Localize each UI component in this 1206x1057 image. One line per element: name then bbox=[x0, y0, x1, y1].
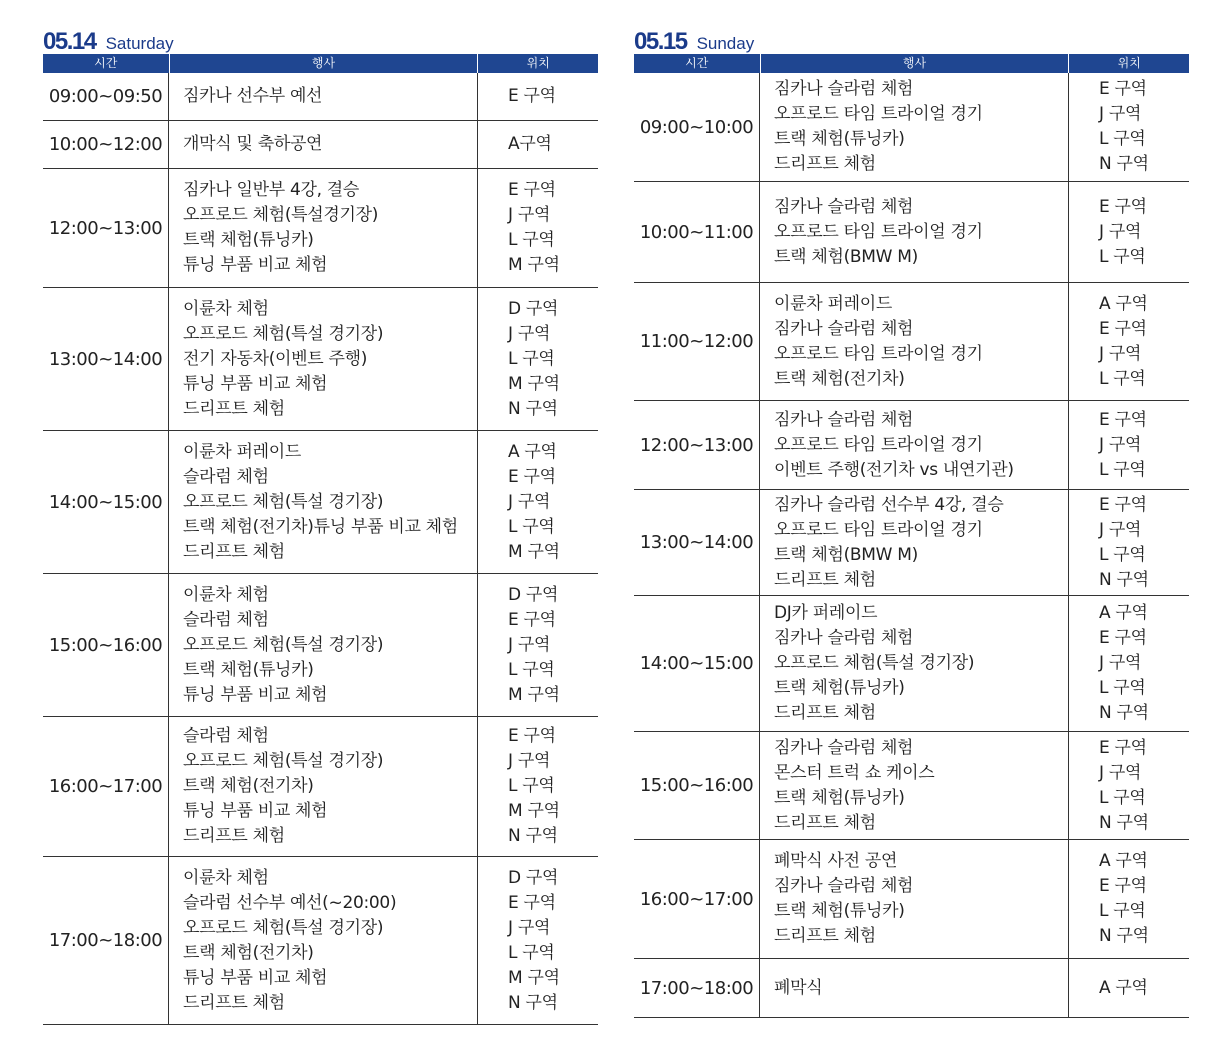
table-row bbox=[634, 840, 1189, 959]
location-item: E 구역 bbox=[508, 86, 556, 106]
event-cell bbox=[760, 283, 1069, 400]
saturday-schedule bbox=[43, 28, 598, 1025]
event-cell bbox=[169, 574, 478, 716]
time-cell: 09:00~10:00 bbox=[634, 73, 760, 181]
location-item: E 구역 bbox=[508, 466, 556, 487]
location-item: M 구역 bbox=[508, 967, 560, 988]
location-item: L 구역 bbox=[508, 348, 555, 369]
event-item: 튜닝 부품 비교 체험 bbox=[183, 255, 328, 275]
table-row bbox=[634, 182, 1189, 283]
location-item: L 구역 bbox=[1099, 678, 1146, 698]
event-item: 이륜차 퍼레이드 bbox=[774, 293, 892, 314]
location-cell bbox=[1069, 840, 1189, 958]
location-item: M 구역 bbox=[508, 255, 560, 275]
event-item: 오프로드 타임 트라이얼 경기 bbox=[774, 221, 983, 242]
time-cell: 17:00~18:00 bbox=[634, 959, 760, 1017]
location-item: E 구역 bbox=[508, 726, 556, 746]
event-item: 오프로드 타임 트라이얼 경기 bbox=[774, 104, 983, 124]
location-item: A 구역 bbox=[1099, 603, 1148, 623]
location-item: D 구역 bbox=[508, 584, 559, 605]
header-time: 시간 bbox=[43, 54, 170, 73]
table-row bbox=[634, 283, 1189, 401]
event-cell bbox=[169, 288, 478, 430]
location-item: A구역 bbox=[508, 134, 552, 154]
location-item: L 구역 bbox=[1099, 246, 1146, 267]
event-cell bbox=[169, 431, 478, 573]
location-item: N 구역 bbox=[1099, 703, 1149, 723]
event-item: 드리프트 체험 bbox=[183, 826, 285, 846]
table-row bbox=[634, 490, 1189, 596]
table-row bbox=[43, 121, 598, 169]
location-item: E 구역 bbox=[1099, 409, 1147, 430]
location-item: J 구역 bbox=[1099, 762, 1142, 783]
location-item: A 구역 bbox=[1099, 293, 1148, 314]
time-cell: 13:00~14:00 bbox=[634, 490, 760, 595]
location-cell bbox=[478, 857, 598, 1024]
location-item: D 구역 bbox=[508, 867, 559, 888]
location-item: M 구역 bbox=[508, 373, 560, 394]
location-item: L 구역 bbox=[508, 776, 555, 796]
location-item: A 구역 bbox=[1099, 851, 1148, 871]
table-row bbox=[634, 732, 1189, 840]
time-cell: 15:00~16:00 bbox=[43, 574, 169, 716]
event-cell bbox=[760, 959, 1069, 1017]
event-item: 오프로드 체험(특설 경기장) bbox=[774, 653, 975, 673]
location-item: M 구역 bbox=[508, 801, 560, 821]
table-row bbox=[634, 73, 1189, 182]
event-item: 드리프트 체험 bbox=[183, 398, 285, 419]
time-cell: 17:00~18:00 bbox=[43, 857, 169, 1024]
location-item: N 구역 bbox=[1099, 154, 1149, 174]
event-item: 짐카나 슬라럼 체험 bbox=[774, 196, 914, 217]
table-row bbox=[43, 717, 598, 857]
location-cell bbox=[478, 431, 598, 573]
location-item: J 구역 bbox=[508, 491, 551, 512]
event-item: 트랙 체험(튜닝카) bbox=[774, 129, 905, 149]
event-item: 이륜차 체험 bbox=[183, 298, 269, 319]
table-row bbox=[43, 288, 598, 431]
table-body bbox=[634, 73, 1189, 1018]
time-cell: 16:00~17:00 bbox=[634, 840, 760, 958]
location-item: E 구역 bbox=[508, 892, 556, 913]
event-item: 짐카나 선수부 예선 bbox=[183, 86, 323, 106]
header-time: 시간 bbox=[634, 54, 761, 73]
event-item: 트랙 체험(튜닝카) bbox=[183, 230, 314, 250]
event-cell bbox=[760, 182, 1069, 282]
location-item: M 구역 bbox=[508, 541, 560, 562]
location-item: L 구역 bbox=[1099, 901, 1146, 921]
event-item: 이벤트 주행(전기차 vs 내연기관) bbox=[774, 459, 1014, 480]
location-item: L 구역 bbox=[1099, 544, 1146, 565]
location-item: A 구역 bbox=[1099, 977, 1148, 998]
event-cell bbox=[760, 596, 1069, 731]
location-cell bbox=[478, 73, 598, 120]
event-item: 몬스터 트럭 쇼 케이스 bbox=[774, 762, 935, 783]
location-cell bbox=[1069, 182, 1189, 282]
location-cell bbox=[1069, 959, 1189, 1017]
table-row bbox=[634, 596, 1189, 732]
event-cell bbox=[169, 121, 478, 168]
location-item: J 구역 bbox=[508, 634, 551, 655]
table-body bbox=[43, 73, 598, 1025]
event-item: 이륜차 체험 bbox=[183, 584, 269, 605]
location-item: E 구역 bbox=[1099, 79, 1147, 99]
event-item: 슬라럼 체험 bbox=[183, 609, 269, 630]
table-header bbox=[43, 54, 598, 73]
day-header bbox=[43, 28, 598, 54]
location-item: E 구역 bbox=[1099, 737, 1147, 758]
event-item: 오프로드 체험(특설 경기장) bbox=[183, 917, 384, 938]
table-row bbox=[634, 401, 1189, 490]
header-event: 행사 bbox=[761, 54, 1070, 73]
location-cell bbox=[1069, 283, 1189, 400]
location-item: E 구역 bbox=[508, 609, 556, 630]
header-location: 위치 bbox=[526, 56, 550, 70]
event-item: 드리프트 체험 bbox=[774, 812, 876, 833]
location-cell bbox=[1069, 732, 1189, 839]
location-item: J 구역 bbox=[508, 323, 551, 344]
event-item: 트랙 체험(전기차)튜닝 부품 비교 체험 bbox=[183, 516, 458, 537]
header-location: 위치 bbox=[1117, 56, 1141, 70]
location-item: J 구역 bbox=[1099, 104, 1142, 124]
location-item: L 구역 bbox=[1099, 459, 1146, 480]
event-item: 드리프트 체험 bbox=[774, 154, 876, 174]
time-cell: 10:00~12:00 bbox=[43, 121, 169, 168]
event-item: 트랙 체험(전기차) bbox=[183, 776, 314, 796]
event-item: 슬라럼 체험 bbox=[183, 466, 269, 487]
table-row bbox=[43, 574, 598, 717]
event-item: 이륜차 퍼레이드 bbox=[183, 441, 301, 462]
event-item: 트랙 체험(튜닝카) bbox=[774, 901, 905, 921]
location-cell bbox=[1069, 73, 1189, 181]
event-item: 오프로드 체험(특설 경기장) bbox=[183, 491, 384, 512]
table-row bbox=[634, 959, 1189, 1018]
location-cell bbox=[478, 169, 598, 287]
time-cell: 09:00~09:50 bbox=[43, 73, 169, 120]
time-cell: 13:00~14:00 bbox=[43, 288, 169, 430]
event-item: 드리프트 체험 bbox=[183, 992, 285, 1013]
location-item: L 구역 bbox=[508, 516, 555, 537]
sunday-schedule bbox=[634, 28, 1189, 1018]
location-item: J 구역 bbox=[1099, 519, 1142, 540]
location-cell bbox=[478, 717, 598, 856]
event-item: 이륜차 체험 bbox=[183, 867, 269, 888]
time-cell: 12:00~13:00 bbox=[634, 401, 760, 489]
event-item: 트랙 체험(튜닝카) bbox=[774, 787, 905, 808]
day-name: Saturday bbox=[105, 34, 174, 53]
event-item: 트랙 체험(BMW M) bbox=[774, 246, 918, 267]
location-cell bbox=[478, 288, 598, 430]
event-item: 트랙 체험(튜닝카) bbox=[774, 678, 905, 698]
event-item: 폐막식 사전 공연 bbox=[774, 851, 898, 871]
location-item: N 구역 bbox=[508, 992, 558, 1013]
location-item: N 구역 bbox=[508, 398, 558, 419]
day-name: Sunday bbox=[696, 34, 755, 53]
event-item: 폐막식 bbox=[774, 977, 823, 998]
event-item: 짐카나 슬라럼 체험 bbox=[774, 876, 914, 896]
event-item: 짐카나 슬라럼 체험 bbox=[774, 628, 914, 648]
event-item: 드리프트 체험 bbox=[183, 541, 285, 562]
location-cell bbox=[478, 121, 598, 168]
table-row bbox=[43, 73, 598, 121]
table-row bbox=[43, 169, 598, 288]
event-item: 오프로드 타임 트라이얼 경기 bbox=[774, 434, 983, 455]
event-cell bbox=[169, 73, 478, 120]
location-item: M 구역 bbox=[508, 684, 560, 705]
location-item: L 구역 bbox=[508, 230, 555, 250]
event-item: 트랙 체험(튜닝카) bbox=[183, 659, 314, 680]
event-item: 짐카나 슬라럼 체험 bbox=[774, 737, 914, 758]
location-cell bbox=[1069, 401, 1189, 489]
event-cell bbox=[760, 840, 1069, 958]
location-cell bbox=[1069, 596, 1189, 731]
location-item: N 구역 bbox=[1099, 812, 1149, 833]
location-item: N 구역 bbox=[1099, 569, 1149, 590]
event-item: 트랙 체험(전기차) bbox=[774, 368, 905, 389]
table-row bbox=[43, 431, 598, 574]
location-item: A 구역 bbox=[508, 441, 557, 462]
event-item: 트랙 체험(전기차) bbox=[183, 942, 314, 963]
event-cell bbox=[760, 73, 1069, 181]
time-cell: 14:00~15:00 bbox=[43, 431, 169, 573]
location-item: J 구역 bbox=[1099, 653, 1142, 673]
location-item: E 구역 bbox=[1099, 876, 1147, 896]
location-item: J 구역 bbox=[508, 917, 551, 938]
event-item: 짐카나 일반부 4강, 결승 bbox=[183, 180, 360, 200]
time-cell: 16:00~17:00 bbox=[43, 717, 169, 856]
event-cell bbox=[169, 169, 478, 287]
event-cell bbox=[760, 490, 1069, 595]
location-item: L 구역 bbox=[1099, 368, 1146, 389]
event-item: 개막식 및 축하공연 bbox=[183, 134, 323, 154]
event-item: 짐카나 슬라럼 체험 bbox=[774, 409, 914, 430]
location-item: E 구역 bbox=[1099, 196, 1147, 217]
location-item: D 구역 bbox=[508, 298, 559, 319]
event-item: 드리프트 체험 bbox=[774, 569, 876, 590]
event-item: DJ카 퍼레이드 bbox=[774, 603, 878, 623]
location-item: L 구역 bbox=[508, 942, 555, 963]
time-cell: 12:00~13:00 bbox=[43, 169, 169, 287]
location-item: J 구역 bbox=[508, 205, 551, 225]
location-item: L 구역 bbox=[1099, 787, 1146, 808]
event-item: 전기 자동차(이벤트 주행) bbox=[183, 348, 368, 369]
location-item: E 구역 bbox=[1099, 628, 1147, 648]
location-cell bbox=[478, 574, 598, 716]
day-date: 05.15 bbox=[634, 28, 687, 55]
event-cell bbox=[760, 732, 1069, 839]
table-row bbox=[43, 857, 598, 1025]
event-item: 오프로드 체험(특설 경기장) bbox=[183, 634, 384, 655]
location-item: L 구역 bbox=[508, 659, 555, 680]
event-item: 슬라럼 선수부 예선(~20:00) bbox=[183, 892, 397, 913]
event-cell bbox=[169, 857, 478, 1024]
location-item: N 구역 bbox=[508, 826, 558, 846]
location-cell bbox=[1069, 490, 1189, 595]
event-cell bbox=[169, 717, 478, 856]
location-item: E 구역 bbox=[508, 180, 556, 200]
event-item: 짐카나 슬라럼 선수부 4강, 결승 bbox=[774, 494, 1004, 515]
day-date: 05.14 bbox=[43, 28, 96, 55]
event-item: 드리프트 체험 bbox=[774, 703, 876, 723]
event-item: 튜닝 부품 비교 체험 bbox=[183, 373, 328, 394]
event-item: 오프로드 타임 트라이얼 경기 bbox=[774, 343, 983, 364]
time-cell: 10:00~11:00 bbox=[634, 182, 760, 282]
event-item: 오프로드 체험(특설 경기장) bbox=[183, 323, 384, 344]
location-item: E 구역 bbox=[1099, 494, 1147, 515]
event-item: 드리프트 체험 bbox=[774, 926, 876, 946]
header-event: 행사 bbox=[170, 54, 479, 73]
location-item: J 구역 bbox=[508, 751, 551, 771]
event-item: 슬라럼 체험 bbox=[183, 726, 269, 746]
event-item: 튜닝 부품 비교 체험 bbox=[183, 684, 328, 705]
event-item: 오프로드 체험(특설 경기장) bbox=[183, 751, 384, 771]
event-item: 트랙 체험(BMW M) bbox=[774, 544, 918, 565]
event-item: 짐카나 슬라럼 체험 bbox=[774, 79, 914, 99]
event-item: 튜닝 부품 비교 체험 bbox=[183, 967, 328, 988]
day-header bbox=[634, 28, 1189, 54]
location-item: J 구역 bbox=[1099, 434, 1142, 455]
location-item: N 구역 bbox=[1099, 926, 1149, 946]
location-item: L 구역 bbox=[1099, 129, 1146, 149]
event-item: 오프로드 체험(특설경기장) bbox=[183, 205, 379, 225]
event-cell bbox=[760, 401, 1069, 489]
table-header bbox=[634, 54, 1189, 73]
event-item: 짐카나 슬라럼 체험 bbox=[774, 318, 914, 339]
time-cell: 15:00~16:00 bbox=[634, 732, 760, 839]
time-cell: 11:00~12:00 bbox=[634, 283, 760, 400]
time-cell: 14:00~15:00 bbox=[634, 596, 760, 731]
location-item: J 구역 bbox=[1099, 343, 1142, 364]
event-item: 오프로드 타임 트라이얼 경기 bbox=[774, 519, 983, 540]
location-item: E 구역 bbox=[1099, 318, 1147, 339]
event-item: 튜닝 부품 비교 체험 bbox=[183, 801, 328, 821]
location-item: J 구역 bbox=[1099, 221, 1142, 242]
